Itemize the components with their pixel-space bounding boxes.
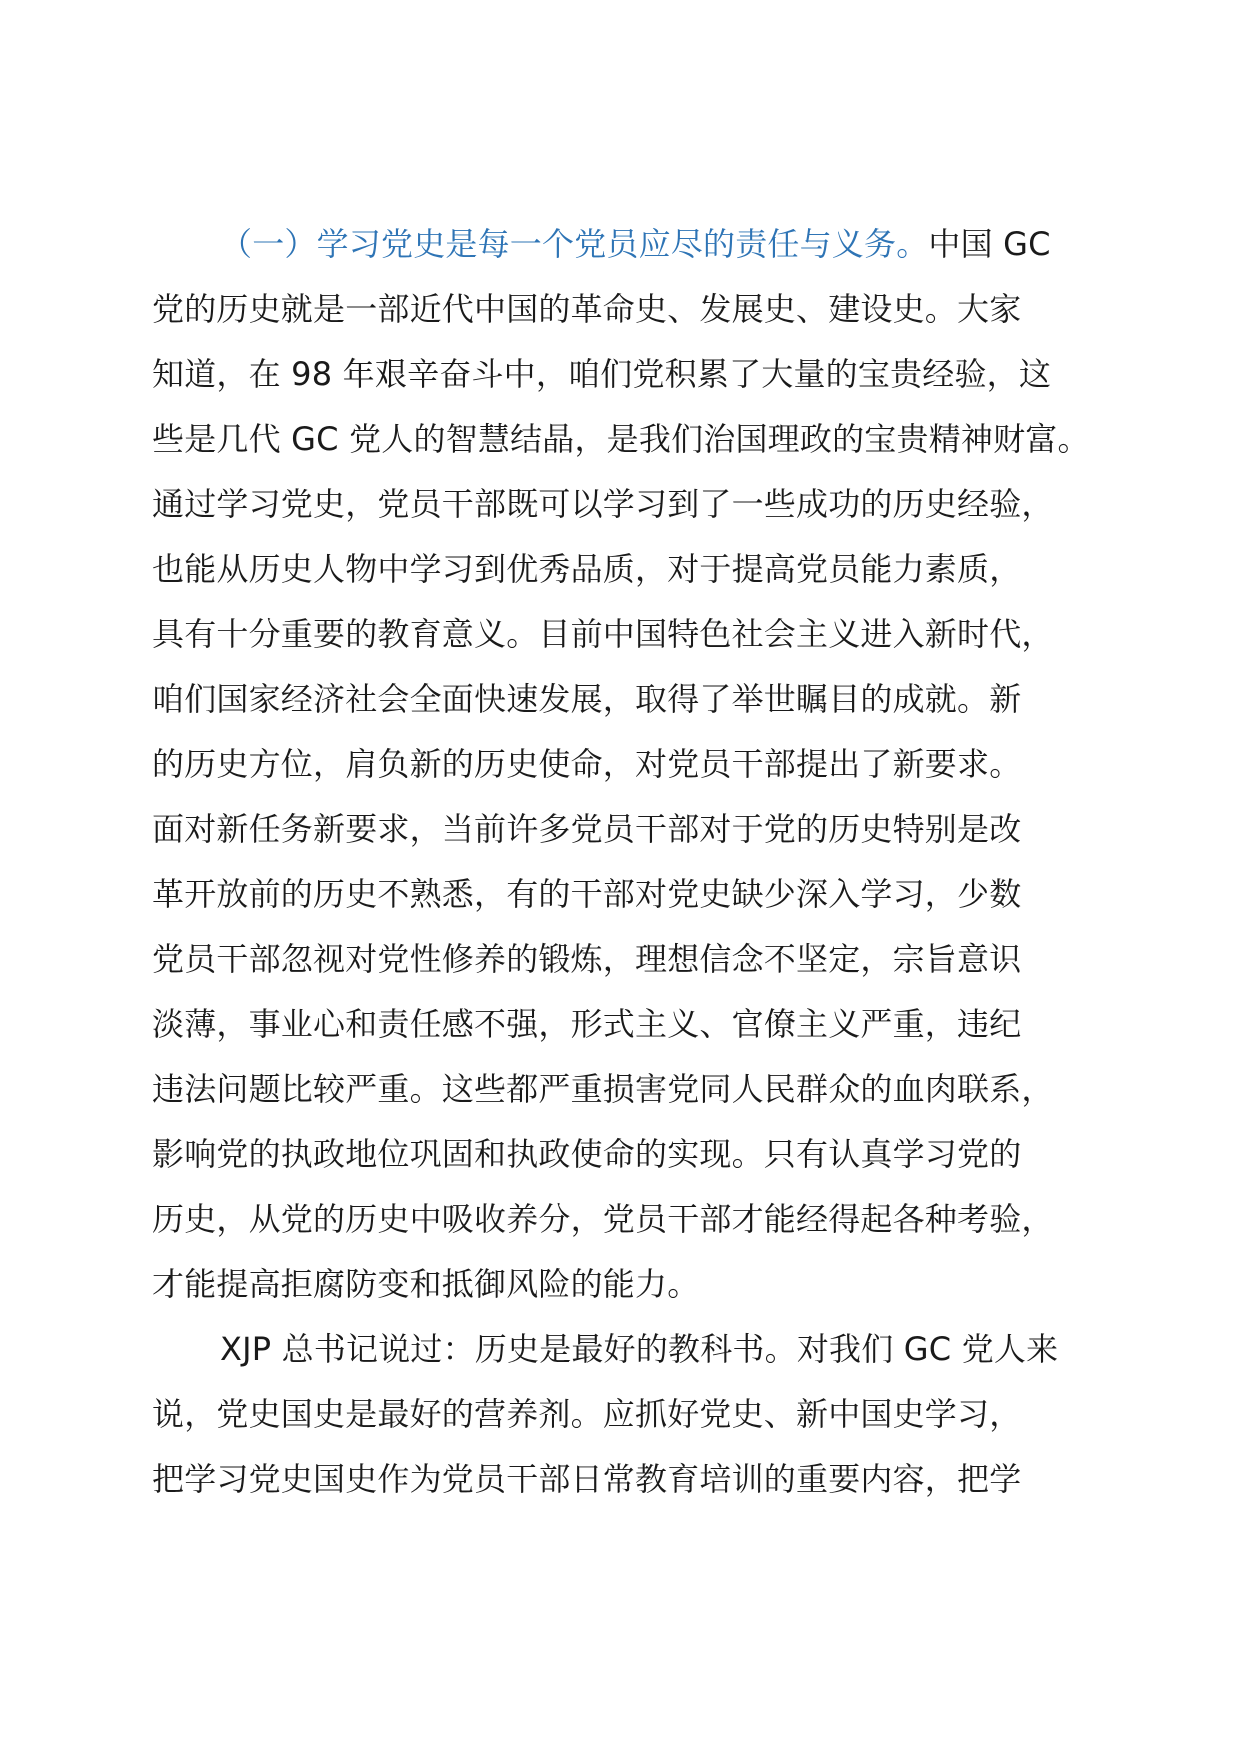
text-line: 革开放前的历史不熟悉，有的干部对党史缺少深入学习，少数 <box>152 875 1022 913</box>
first-line-text: 中国 GC <box>928 225 1051 263</box>
text-line: 历史，从党的历史中吸收养分，党员干部才能经得起各种考验， <box>152 1200 1054 1238</box>
text-line: XJP 总书记说过：历史是最好的教科书。对我们 GC 党人来 <box>220 1330 1059 1368</box>
text-line: 的历史方位，肩负新的历史使命，对党员干部提出了新要求。 <box>152 745 1022 783</box>
text-line: 些是几代 GC 党人的智慧结晶，是我们治国理政的宝贵精神财富。 <box>152 420 1090 458</box>
paragraph-1-first-line <box>152 212 1112 277</box>
text-line: 咱们国家经济社会全面快速发展，取得了举世瞩目的成就。新 <box>152 680 1022 718</box>
document-body <box>152 212 1112 1512</box>
text-line: 通过学习党史，党员干部既可以学习到了一些成功的历史经验， <box>152 485 1054 523</box>
text-line: 影响党的执政地位巩固和执政使命的实现。只有认真学习党的 <box>152 1135 1022 1173</box>
text-line: 说，党史国史是最好的营养剂。应抓好党史、新中国史学习， <box>152 1395 1022 1433</box>
paragraph-1 <box>152 212 1112 1317</box>
text-line: 党员干部忽视对党性修养的锻炼，理想信念不坚定，宗旨意识 <box>152 940 1022 978</box>
text-line: 具有十分重要的教育意义。目前中国特色社会主义进入新时代， <box>152 615 1054 653</box>
text-line: 也能从历史人物中学习到优秀品质，对于提高党员能力素质， <box>152 550 1022 588</box>
text-line: 党的历史就是一部近代中国的革命史、发展史、建设史。大家 <box>152 290 1022 328</box>
text-line: 违法问题比较严重。这些都严重损害党同人民群众的血肉联系， <box>152 1070 1054 1108</box>
paragraph-2 <box>152 1317 1112 1512</box>
text-line: 知道，在 98 年艰辛奋斗中，咱们党积累了大量的宝贵经验，这 <box>152 355 1052 393</box>
section-heading: （一）学习党史是每一个党员应尽的责任与义务。 <box>220 225 929 263</box>
text-line: 把学习党史国史作为党员干部日常教育培训的重要内容，把学 <box>152 1460 1022 1498</box>
text-line: 淡薄，事业心和责任感不强，形式主义、官僚主义严重，违纪 <box>152 1005 1022 1043</box>
text-line: 面对新任务新要求，当前许多党员干部对于党的历史特别是改 <box>152 810 1022 848</box>
text-line: 才能提高拒腐防变和抵御风险的能力。 <box>152 1265 700 1303</box>
